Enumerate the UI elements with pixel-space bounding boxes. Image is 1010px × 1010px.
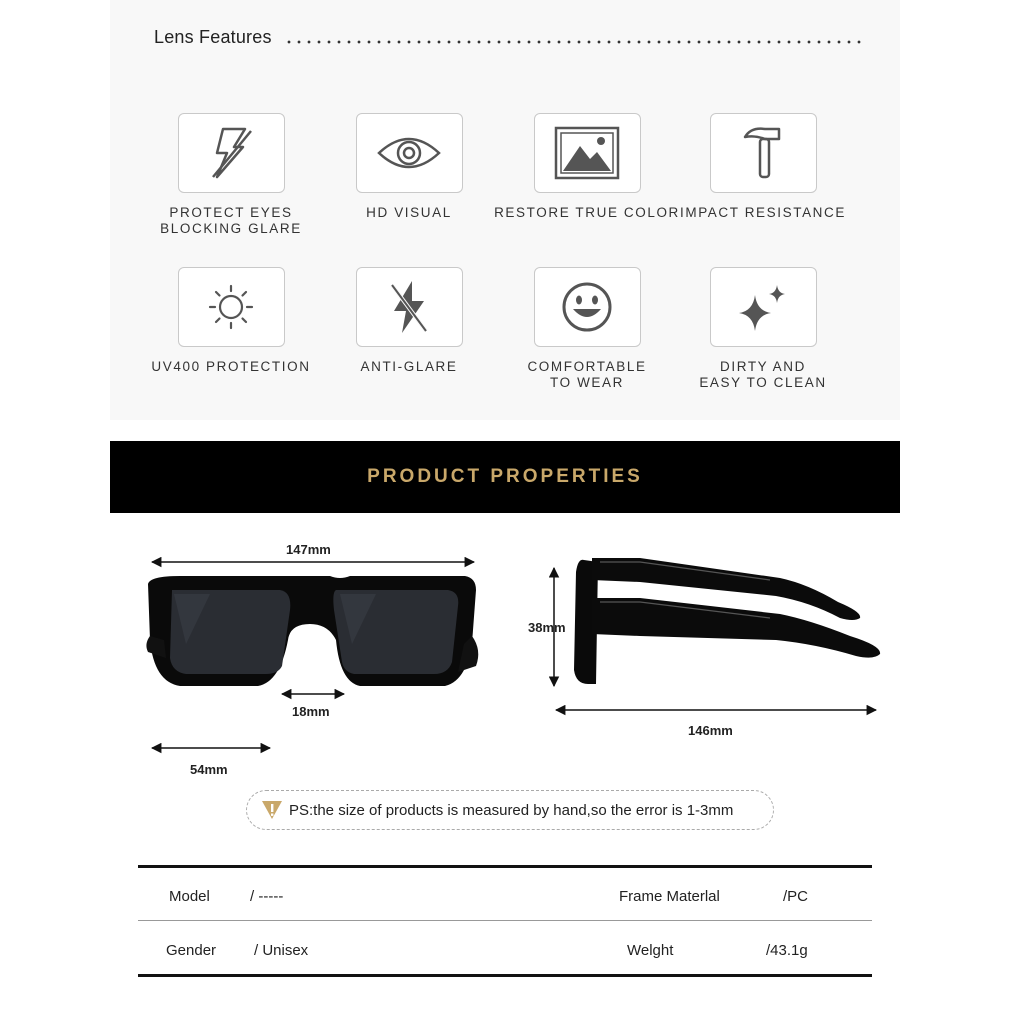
table-row — [138, 868, 872, 921]
feature-anti-glare — [309, 267, 509, 375]
sun-icon — [206, 282, 256, 332]
feature-impact-resistance — [663, 113, 863, 221]
banner-title: PRODUCT PROPERTIES — [367, 466, 643, 487]
landscape-image-icon — [554, 126, 620, 180]
total-width-label: 147mm — [286, 542, 331, 557]
feature-label: DIRTY AND EASY TO CLEAN — [699, 359, 827, 390]
glasses-front-diagram — [140, 540, 490, 770]
lens-height-label: 38mm — [528, 620, 566, 635]
hammer-icon — [741, 123, 785, 183]
smiley-icon — [561, 281, 613, 333]
lightning-block-icon — [201, 123, 261, 183]
feature-label: COMFORTABLE TO WEAR — [527, 359, 647, 390]
feature-easy-to-clean — [663, 267, 863, 391]
weight-value: /43.1g — [766, 942, 808, 959]
warning-icon — [261, 800, 283, 820]
feature-label: RESTORE TRUE COLOR — [494, 205, 680, 220]
model-label: Model — [169, 888, 210, 905]
feature-label: IMPACT RESISTANCE — [680, 205, 846, 220]
feature-label: PROTECT EYES BLOCKING GLARE — [160, 205, 302, 236]
dotted-divider — [284, 40, 862, 44]
feature-protect-eyes — [131, 113, 331, 237]
lens-width-label: 54mm — [190, 762, 228, 777]
note-text: PS:the size of products is measured by hand,so the error is 1-3mm — [289, 801, 734, 819]
sparkle-icon — [733, 279, 793, 335]
gender-label: Gender — [166, 942, 217, 959]
glasses-side-diagram — [540, 550, 890, 730]
feature-label: HD VISUAL — [366, 205, 452, 220]
frame-material-label: Frame Materlal — [619, 888, 720, 905]
model-value: / ----- — [250, 888, 284, 905]
bridge-width-label: 18mm — [292, 704, 330, 719]
feature-label: UV400 PROTECTION — [151, 359, 311, 374]
weight-label: Welght — [627, 942, 674, 959]
feature-restore-true-color — [487, 113, 687, 221]
lens-features-title: Lens Features — [154, 27, 272, 47]
anti-glare-icon — [384, 277, 434, 337]
measurement-note — [246, 790, 774, 830]
feature-uv400 — [131, 267, 331, 375]
eye-icon — [376, 133, 442, 173]
feature-hd-visual — [309, 113, 509, 221]
table-row — [138, 922, 872, 975]
gender-value: / Unisex — [254, 942, 309, 959]
properties-table — [138, 865, 872, 977]
frame-material-value: /PC — [783, 888, 809, 905]
temple-length-label: 146mm — [688, 723, 733, 738]
product-properties-banner — [110, 441, 900, 513]
feature-comfortable — [487, 267, 687, 391]
feature-label: ANTI-GLARE — [360, 359, 458, 374]
